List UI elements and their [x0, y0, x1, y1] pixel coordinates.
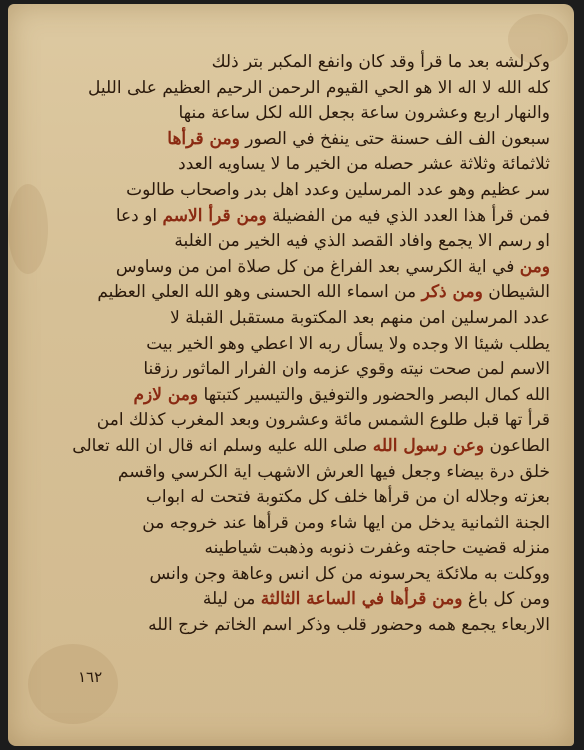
text-line: [62, 280, 550, 306]
text-line: [62, 306, 550, 332]
text-line: [62, 383, 550, 409]
text-line: [62, 152, 550, 178]
rubric-text: ومن ذكر: [421, 282, 483, 303]
manuscript-page: [8, 4, 574, 746]
text-line: [62, 408, 550, 434]
text-line: [62, 485, 550, 511]
body-text: منزله قضيت حاجته وغفرت ذنوبه وذهبت شياطينه: [204, 538, 550, 559]
text-line: [62, 50, 550, 76]
body-text: يطلب شيئا الا وجده ولا يسأل ربه الا اعطي وهو الخير بيت: [146, 333, 550, 354]
text-line: [62, 332, 550, 358]
body-text: بعزته وجلاله ان من قرأها خلف كل مكتوبة فتحت له ابواب: [145, 487, 550, 508]
body-text: في اية الكرسي بعد الفراغ من كل صلاة امن من وساوس: [115, 256, 515, 277]
rubric-text: ومن لازم: [133, 384, 199, 405]
body-text: الاربعاء يجمع همه وحضور قلب وذكر اسم الخاتم خرج الله: [148, 615, 550, 636]
text-line: [62, 101, 550, 127]
text-line: [62, 357, 550, 383]
body-text: من اسماء الله الحسنى وهو الله العلي العظيم: [97, 282, 417, 303]
body-text: الطاعون: [489, 435, 550, 456]
body-text: ووكلت به ملائكة يحرسونه من كل انس وعاهة وجن وانس: [149, 563, 550, 584]
text-line: [62, 536, 550, 562]
manuscript-text: [62, 50, 550, 639]
text-line: [62, 127, 550, 153]
body-text: ومن كل باغ: [467, 589, 550, 610]
body-text: وكرلشه بعد ما قرأ وقد كان وانفع المكبر بتر ذلك: [211, 52, 550, 72]
text-line: [62, 434, 550, 460]
body-text: والنهار اربع وعشرون ساعة بجعل الله لكل ساعة منها: [178, 103, 550, 124]
paper-stain: [8, 184, 48, 274]
rubric-text: ومن قرأها: [167, 128, 240, 149]
rubric-text: ومن: [519, 256, 550, 277]
body-text: قرأ تها قبل طلوع الشمس مائة وعشرون وبعد المغرب كذلك امن: [96, 410, 550, 431]
body-text: الاسم لمن صحت نيته وقوي عزمه وان الفرار الماثور رزقنا: [143, 359, 550, 380]
text-line: [62, 613, 550, 639]
text-line: [62, 511, 550, 537]
rubric-text: وعن رسول الله: [372, 435, 485, 456]
body-text: كله الله لا اله الا هو الحي القيوم الرحمن الرحيم العظيم على الليل: [88, 77, 550, 98]
body-text: الله كمال البصر والحضور والتوفيق والتيسير كتبتها: [203, 384, 550, 405]
body-text: عدد المرسلين امن منهم بعد المكتوبة مستقبل القبلة لا: [170, 307, 550, 328]
text-line: [62, 562, 550, 588]
text-line: [62, 229, 550, 255]
rubric-text: ومن قرأ الاسم: [162, 205, 267, 226]
body-text: الجنة الثمانية يدخل من ايها شاء ومن قرأها عند خروجه من: [142, 512, 550, 533]
body-text: سبعون الف الف حسنة حتى ينفخ في الصور: [245, 128, 550, 149]
body-text: صلى الله عليه وسلم انه قال ان الله تعالى: [72, 435, 368, 456]
text-line: [62, 255, 550, 281]
body-text: الشيطان: [488, 282, 550, 303]
body-text: فمن قرأ هذا العدد الذي فيه من الفضيلة: [272, 205, 550, 226]
text-line: [62, 460, 550, 486]
body-text: من ليلة: [202, 589, 256, 610]
folio-number: ١٦٢: [78, 668, 103, 686]
paper-stain: [28, 644, 118, 724]
text-line: [62, 76, 550, 102]
text-line: [62, 178, 550, 204]
text-line: [62, 204, 550, 230]
body-text: ثلاثمائة وثلاثة عشر حصله من الخير ما لا يساويه العدد: [178, 154, 550, 175]
body-text: او رسم الا يجمع وافاد القصد الذي فيه الخير من الغلبة: [174, 231, 550, 252]
body-text: او دعا: [115, 205, 158, 226]
body-text: خلق درة بيضاء وجعل فيها العرش الاشهب اية الكرسي واقسم: [117, 461, 550, 482]
text-line: [62, 587, 550, 613]
body-text: سر عظيم وهو عدد المرسلين وعدد اهل بدر واصحاب طالوت: [126, 179, 550, 200]
rubric-text: ومن قرأها في الساعة الثالثة: [260, 589, 463, 610]
